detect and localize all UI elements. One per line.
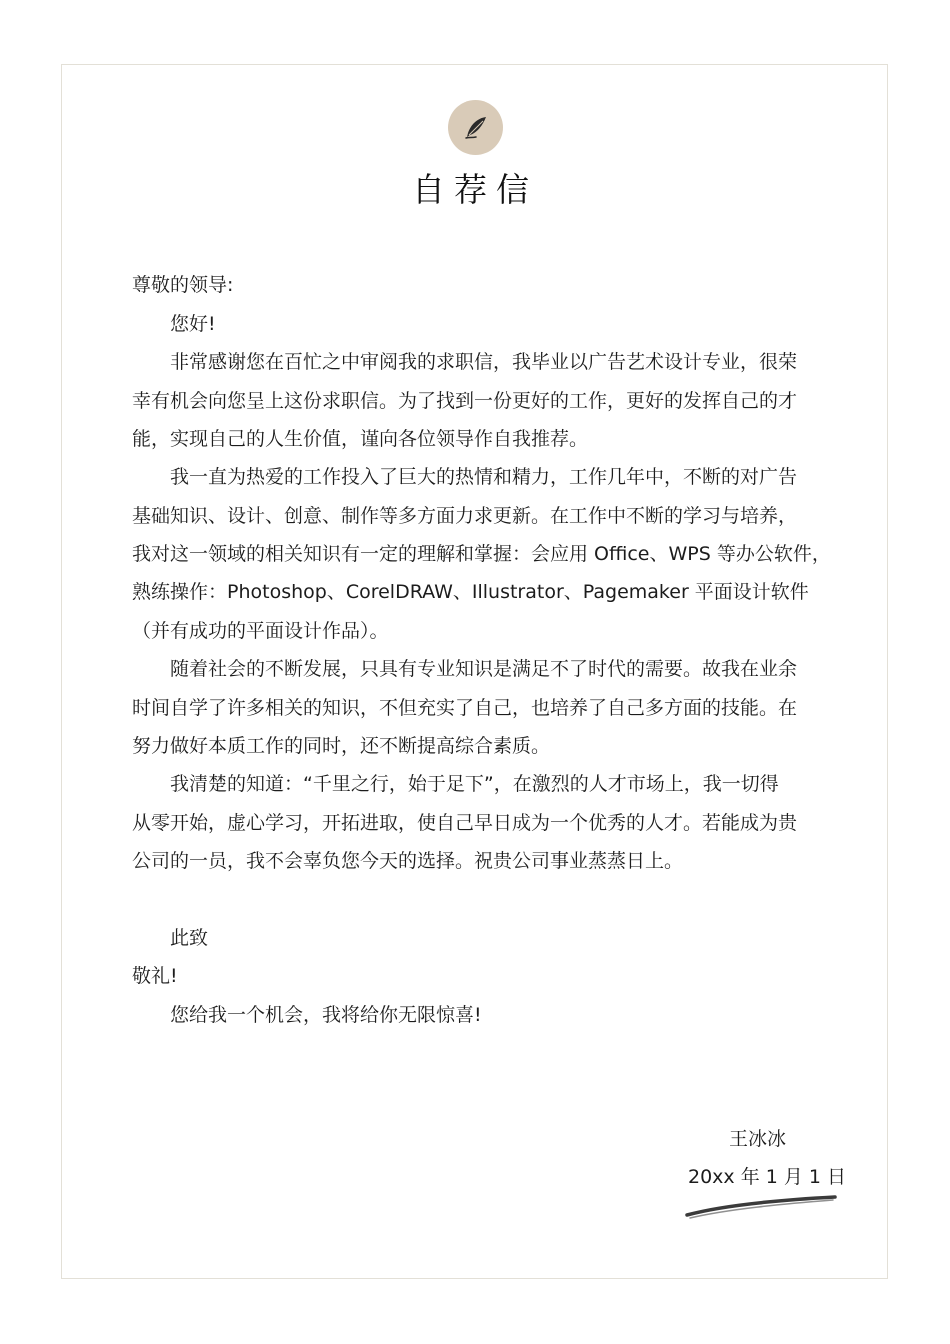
paragraph-2-line-1: 我一直为热爱的工作投入了巨大的热情和精力，工作几年中，不断的对广告 — [170, 466, 798, 488]
paragraph-1-line-2: 幸有机会向您呈上这份求职信。为了找到一份更好的工作，更好的发挥自己的才 — [132, 390, 798, 412]
closing-cizhi: 此致 — [170, 927, 209, 949]
paragraph-2-line-4: 熟练操作：Photoshop、CorelDRAW、Illustrator、Pagemaker 平面设计软件 — [132, 581, 809, 603]
paragraph-3-line-2: 时间自学了许多相关的知识，不但充实了自己，也培养了自己多方面的技能。在 — [132, 697, 798, 719]
paragraph-2-line-5: （并有成功的平面设计作品）。 — [132, 620, 389, 642]
paragraph-1-line-1: 非常感谢您在百忙之中审阅我的求职信，我毕业以广告艺术设计专业，很荣 — [170, 351, 798, 373]
paragraph-4-line-2: 从零开始，虚心学习，开拓进取，使自己早日成为一个优秀的人才。若能成为贵 — [132, 812, 798, 834]
signature-underline-stroke — [684, 1188, 840, 1222]
closing-jingli: 敬礼! — [132, 965, 178, 987]
paragraph-3-line-3: 努力做好本质工作的同时，还不断提高综合素质。 — [132, 735, 551, 757]
paragraph-2-line-2: 基础知识、设计、创意、制作等多方面力求更新。在工作中不断的学习与培养， — [132, 505, 798, 527]
page-title: 自荐信 — [412, 170, 538, 209]
feather-quill-icon — [461, 113, 491, 143]
paragraph-3-line-1: 随着社会的不断发展，只具有专业知识是满足不了时代的需要。故我在业余 — [170, 658, 798, 680]
signature-name: 王冰冰 — [729, 1128, 787, 1150]
signature-date: 20xx 年 1 月 1 日 — [688, 1166, 847, 1188]
paragraph-4-line-1: 我清楚的知道：“千里之行，始于足下”，在激烈的人才市场上，我一切得 — [170, 773, 779, 795]
greeting: 您好! — [170, 313, 216, 335]
paragraph-4-line-3: 公司的一员，我不会辜负您今天的选择。祝贵公司事业蒸蒸日上。 — [132, 850, 684, 872]
logo-badge — [448, 100, 503, 155]
closing-message: 您给我一个机会，我将给你无限惊喜! — [170, 1004, 482, 1026]
salutation: 尊敬的领导: — [132, 274, 234, 296]
paragraph-1-line-3: 能，实现自己的人生价值，谨向各位领导作自我推荐。 — [132, 428, 589, 450]
paragraph-2-line-3: 我对这一领域的相关知识有一定的理解和掌握：会应用 Office、WPS 等办公软件， — [132, 543, 831, 565]
